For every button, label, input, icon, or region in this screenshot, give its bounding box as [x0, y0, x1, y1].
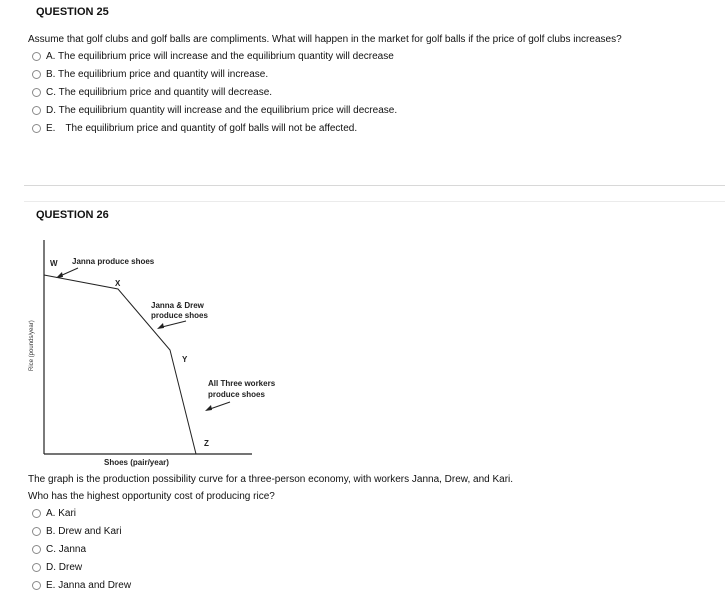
q25-option-b-label: B. The equilibrium price and quantity will increase. [46, 69, 269, 80]
q25-option-e-label: The equilibrium price and quantity of golf balls will not be affected. [65, 123, 358, 134]
annotation-all-line1: All Three workers [208, 379, 276, 388]
q25-option-e-letter: E. [46, 123, 56, 134]
annotation-janna-drew-line2: produce shoes [151, 311, 208, 320]
q26-option-e[interactable] [32, 580, 131, 591]
q26-option-d[interactable] [32, 562, 82, 573]
point-x-label: X [115, 279, 121, 288]
radio-button[interactable] [32, 545, 41, 554]
point-z-label: Z [204, 439, 209, 448]
radio-button[interactable] [32, 563, 41, 572]
question-26-text: The graph is the production possibility curve for a three-person economy, with workers Janna, Drew, and Kari. [28, 474, 514, 485]
arrow-janna [60, 268, 78, 276]
radio-button[interactable] [32, 527, 41, 536]
arrowhead-janna [56, 272, 63, 278]
q26-option-d-label: D. Drew [46, 562, 83, 573]
radio-button[interactable] [32, 581, 41, 590]
arrowhead-janna-drew [157, 323, 164, 329]
question-26-prompt: Who has the highest opportunity cost of producing rice? [28, 491, 275, 502]
point-w-label: W [50, 259, 58, 268]
arrow-all-three [210, 402, 230, 409]
q26-option-e-label: E. Janna and Drew [46, 580, 132, 591]
q25-option-a-label: A. The equilibrium price will increase and the equilibrium quantity will decrease [46, 51, 394, 62]
q26-option-c-label: C. Janna [46, 544, 87, 555]
annotation-janna-drew-line1: Janna & Drew [151, 301, 204, 310]
q26-option-b[interactable] [32, 526, 122, 537]
x-axis-label: Shoes (pair/year) [104, 458, 169, 467]
q25-option-d-label: D. The equilibrium quantity will increase and the equilibrium price will decrease. [46, 105, 398, 116]
question-25-text: Assume that golf clubs and golf balls are compliments. What will happen in the market for golf balls if the price of golf clubs increases? [28, 34, 622, 45]
y-axis-label: Rice (pounds/year) [29, 320, 35, 371]
question-26-title: QUESTION 26 [36, 209, 109, 221]
arrow-janna-drew [162, 321, 186, 327]
annotation-all-line2: produce shoes [208, 390, 265, 399]
radio-button[interactable] [32, 509, 41, 518]
question-25-title: QUESTION 25 [36, 6, 109, 18]
arrowhead-all-three [205, 405, 212, 411]
q26-option-b-label: B. Drew and Kari [46, 526, 122, 537]
annotation-janna: Janna produce shoes [72, 257, 155, 266]
q26-option-a-label: A. Kari [46, 508, 77, 519]
q25-option-c-label: C. The equilibrium price and quantity will decrease. [46, 87, 273, 98]
point-y-label: Y [182, 355, 188, 364]
q26-option-c[interactable] [32, 544, 86, 555]
q26-option-a[interactable] [32, 508, 76, 519]
